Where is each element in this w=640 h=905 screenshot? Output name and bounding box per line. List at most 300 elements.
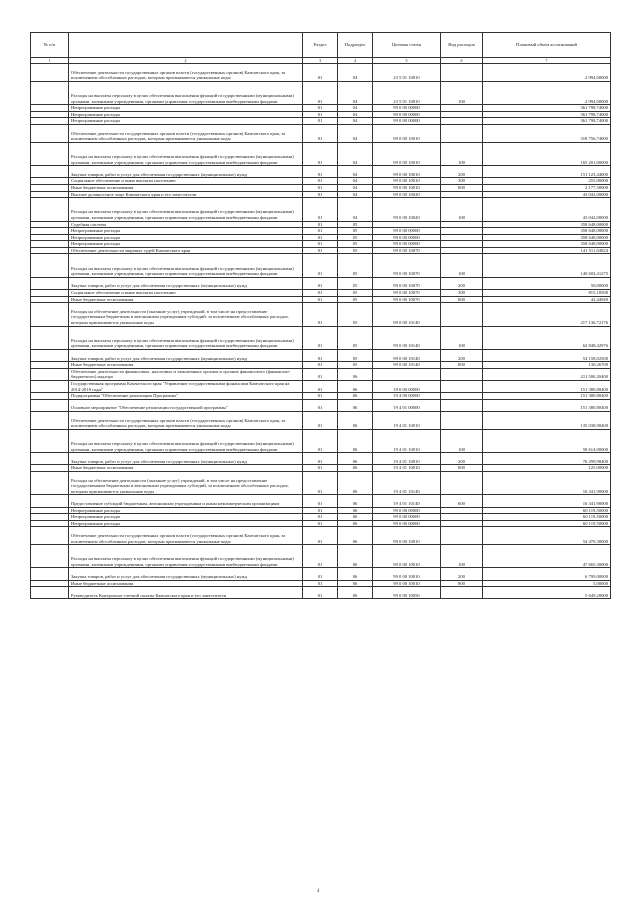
row-target-cell: 99 0 00 00000 — [373, 507, 441, 514]
row-kind-cell: 100 — [441, 142, 483, 165]
row-section-cell: 01 — [303, 381, 338, 393]
row-name-cell: Обеспечение деятельности мировых судей Камчатского края — [69, 247, 303, 254]
row-number-cell — [31, 290, 69, 297]
row-name-cell: Иные бюджетные ассигнования — [69, 362, 303, 369]
row-section-cell: 01 — [303, 296, 338, 303]
table-row — [31, 184, 611, 191]
row-target-cell: 99 0 00 10140 — [373, 303, 441, 326]
row-section-cell: 01 — [303, 228, 338, 235]
row-amount-cell: 151 123,44000 — [483, 166, 611, 178]
row-section-cell: 01 — [303, 81, 338, 104]
row-kind-cell: 200 — [441, 568, 483, 580]
row-subsection-cell: 04 — [338, 166, 373, 178]
row-amount-cell: 62 848,42976 — [483, 326, 611, 349]
row-amount-cell: 60 119,50000 — [483, 520, 611, 527]
row-section-cell: 01 — [303, 568, 338, 580]
row-amount-cell: 60 119,50000 — [483, 514, 611, 521]
column-number: 4 — [338, 58, 373, 64]
row-subsection-cell: 04 — [338, 81, 373, 104]
budget-table — [30, 32, 611, 599]
table-row — [31, 191, 611, 198]
row-subsection-cell: 04 — [338, 191, 373, 198]
row-kind-cell: 800 — [441, 362, 483, 369]
table-row — [31, 527, 611, 545]
row-amount-cell: 255,00000 — [483, 178, 611, 185]
row-amount-cell: 135 038,90400 — [483, 411, 611, 429]
row-kind-cell — [441, 520, 483, 527]
row-name-cell: Обеспечение деятельности государственных органов власти (государственных органов) Камчатского края, за исключением обособленных расходов, которым присваиваются уникальные коды — [69, 411, 303, 429]
row-number-cell — [31, 514, 69, 521]
row-amount-cell: 6 799,00000 — [483, 568, 611, 580]
row-target-cell: 19 4 00 00000 — [373, 393, 441, 400]
row-target-cell: 99 0 00 10070 — [373, 277, 441, 289]
row-kind-cell — [441, 303, 483, 326]
row-section-cell: 01 — [303, 362, 338, 369]
row-amount-cell: 16 341,90000 — [483, 471, 611, 494]
table-row — [31, 520, 611, 527]
table-row — [31, 111, 611, 118]
row-target-cell: 99 0 00 00000 — [373, 514, 441, 521]
row-subsection-cell: 06 — [338, 568, 373, 580]
row-number-cell — [31, 507, 69, 514]
row-number-cell — [31, 465, 69, 472]
row-kind-cell: 300 — [441, 178, 483, 185]
row-subsection-cell: 05 — [338, 277, 373, 289]
row-kind-cell: 800 — [441, 465, 483, 472]
row-amount-cell: 58 614,00000 — [483, 429, 611, 452]
row-subsection-cell: 06 — [338, 411, 373, 429]
row-section-cell: 01 — [303, 507, 338, 514]
row-name-cell: Закупка товаров, работ и услуг для обеспечения государственных (муниципальных) нужд — [69, 568, 303, 580]
row-name-cell: Социальное обеспечение и иные выплаты населению — [69, 290, 303, 297]
row-number-cell — [31, 381, 69, 393]
row-section-cell: 01 — [303, 429, 338, 452]
row-kind-cell — [441, 399, 483, 411]
row-target-cell: 99 0 00 10070 — [373, 290, 441, 297]
row-kind-cell: 200 — [441, 166, 483, 178]
row-amount-cell: 217 136,72176 — [483, 303, 611, 326]
row-name-cell: Высшее должностное лицо Камчатского края и его заместители — [69, 191, 303, 198]
row-subsection-cell: 06 — [338, 514, 373, 521]
row-number-cell — [31, 568, 69, 580]
row-number-cell — [31, 254, 69, 277]
table-row — [31, 362, 611, 369]
row-number-cell — [31, 105, 69, 112]
row-number-cell — [31, 411, 69, 429]
row-target-cell: 23 5 01 10010 — [373, 64, 441, 82]
table-row — [31, 277, 611, 289]
row-section-cell: 01 — [303, 111, 338, 118]
table-row — [31, 545, 611, 568]
row-section-cell: 01 — [303, 527, 338, 545]
row-target-cell: 99 0 00 10070 — [373, 247, 441, 254]
row-kind-cell: 100 — [441, 429, 483, 452]
row-target-cell: 19 0 00 00000 — [373, 381, 441, 393]
table-row — [31, 568, 611, 580]
row-target-cell: 99 0 00 10010 — [373, 580, 441, 587]
table-row — [31, 178, 611, 185]
row-kind-cell — [441, 471, 483, 494]
row-amount-cell: 5 649,20000 — [483, 587, 611, 599]
column-number: 7 — [483, 58, 611, 64]
row-subsection-cell: 06 — [338, 399, 373, 411]
row-kind-cell — [441, 191, 483, 198]
row-name-cell: Расходы на обеспечение деятельности (оказание услуг) учреждений, в том числе на предоставление государственным бюджетным и автономным учреждениям субсидий, за исключением обособленных расходов, которым присваиваются уникальные коды — [69, 471, 303, 494]
row-subsection-cell: 04 — [338, 184, 373, 191]
row-name-cell: Расходы на выплаты персоналу в целях обеспечения выполнения функций государственными (муниципальными) органами, казенными учреждениями, органами управления государственными внебюджетными фондами — [69, 198, 303, 221]
row-number-cell — [31, 429, 69, 452]
row-subsection-cell: 04 — [338, 111, 373, 118]
row-section-cell: 01 — [303, 105, 338, 112]
row-kind-cell: 800 — [441, 296, 483, 303]
row-section-cell: 01 — [303, 393, 338, 400]
row-target-cell: 19 4 01 10010 — [373, 429, 441, 452]
header-subsection: Подраздел — [338, 33, 373, 58]
row-name-cell: Расходы на выплаты персоналу в целях обеспечения выполнения функций государственными (муниципальными) органами, казенными учреждениями, органами управления государственными внебюджетными фондами — [69, 81, 303, 104]
row-target-cell: 99 0 00 10020 — [373, 191, 441, 198]
row-amount-cell: 47 665,30000 — [483, 545, 611, 568]
row-section-cell: 01 — [303, 124, 338, 142]
row-amount-cell: 361 798,74000 — [483, 105, 611, 112]
row-subsection-cell: 06 — [338, 520, 373, 527]
row-subsection-cell: 05 — [338, 254, 373, 277]
row-subsection-cell: 06 — [338, 507, 373, 514]
row-kind-cell — [441, 527, 483, 545]
row-amount-cell: 2 177,30000 — [483, 184, 611, 191]
row-section-cell: 01 — [303, 221, 338, 228]
row-name-cell: Расходы на выплаты персоналу в целях обеспечения выполнения функций государственными (муниципальными) органами, казенными учреждениями, органами управления государственными внебюджетными фондами — [69, 142, 303, 165]
row-target-cell — [373, 368, 441, 380]
row-target-cell: 99 0 00 10010 — [373, 178, 441, 185]
row-kind-cell: 200 — [441, 277, 483, 289]
table-row — [31, 514, 611, 521]
row-section-cell: 01 — [303, 453, 338, 465]
row-subsection-cell: 04 — [338, 105, 373, 112]
row-subsection-cell: 06 — [338, 453, 373, 465]
row-section-cell: 01 — [303, 142, 338, 165]
row-amount-cell: 151 380,80400 — [483, 399, 611, 411]
table-row — [31, 81, 611, 104]
table-row — [31, 124, 611, 142]
row-target-cell: 99 0 00 00000 — [373, 241, 441, 248]
table-row — [31, 350, 611, 362]
row-number-cell — [31, 64, 69, 82]
row-subsection-cell: 04 — [338, 64, 373, 82]
row-number-cell — [31, 142, 69, 165]
row-kind-cell — [441, 221, 483, 228]
table-row — [31, 507, 611, 514]
table-row — [31, 221, 611, 228]
row-kind-cell: 300 — [441, 290, 483, 297]
row-amount-cell: 361 798,74000 — [483, 118, 611, 125]
row-section-cell: 01 — [303, 520, 338, 527]
row-number-cell — [31, 178, 69, 185]
row-name-cell: Иные бюджетные ассигнования — [69, 580, 303, 587]
table-row — [31, 105, 611, 112]
row-target-cell: 99 0 00 00000 — [373, 234, 441, 241]
row-amount-cell: 151 380,80400 — [483, 393, 611, 400]
row-amount-cell: 125,00000 — [483, 465, 611, 472]
row-number-cell — [31, 495, 69, 507]
row-name-cell: Государственная программа Камчатского края "Управление государственными финансами Камчатского края на 2014-2018 годы" — [69, 381, 303, 393]
row-target-cell: 99 0 00 10070 — [373, 296, 441, 303]
row-amount-cell: 76 299,90400 — [483, 453, 611, 465]
row-name-cell: Закупка товаров, работ и услуг для обеспечения государственных (муниципальных) нужд — [69, 350, 303, 362]
row-kind-cell — [441, 234, 483, 241]
row-name-cell: Обеспечение деятельности финансовых, налоговых и таможенных органов и органов финансового (финансово-бюджетного) надзора — [69, 368, 303, 380]
row-number-cell — [31, 362, 69, 369]
row-number-cell — [31, 545, 69, 568]
row-kind-cell — [441, 393, 483, 400]
row-kind-cell: 100 — [441, 81, 483, 104]
row-target-cell: 19 4 01 10140 — [373, 495, 441, 507]
row-target-cell: 99 0 00 10140 — [373, 362, 441, 369]
row-name-cell: Обеспечение деятельности государственных органов власти (государственных органов) Камчатского края, за исключением обособленных расходов, которым присваиваются уникальные коды — [69, 124, 303, 142]
row-section-cell: 01 — [303, 118, 338, 125]
table-row — [31, 241, 611, 248]
budget-table-sheet — [30, 32, 610, 599]
row-amount-cell: 361 798,74000 — [483, 111, 611, 118]
row-target-cell: 99 0 00 10140 — [373, 350, 441, 362]
row-amount-cell: 165 201,00000 — [483, 142, 611, 165]
row-subsection-cell: 05 — [338, 234, 373, 241]
row-section-cell: 01 — [303, 514, 338, 521]
row-kind-cell — [441, 507, 483, 514]
row-subsection-cell: 06 — [338, 527, 373, 545]
row-section-cell: 01 — [303, 545, 338, 568]
row-subsection-cell: 05 — [338, 296, 373, 303]
row-number-cell — [31, 124, 69, 142]
row-subsection-cell: 04 — [338, 198, 373, 221]
row-section-cell: 01 — [303, 587, 338, 599]
row-subsection-cell: 05 — [338, 247, 373, 254]
row-amount-cell: 54 158,02500 — [483, 350, 611, 362]
row-number-cell — [31, 111, 69, 118]
row-section-cell: 01 — [303, 399, 338, 411]
table-row — [31, 368, 611, 380]
row-subsection-cell: 05 — [338, 290, 373, 297]
row-target-cell: 19 4 01 10010 — [373, 411, 441, 429]
row-subsection-cell: 06 — [338, 495, 373, 507]
row-target-cell: 99 0 00 10020 — [373, 198, 441, 221]
row-section-cell: 01 — [303, 411, 338, 429]
column-number: 3 — [303, 58, 338, 64]
row-name-cell: Расходы на выплаты персоналу в целях обеспечения выполнения функций государственными (муниципальными) органами, казенными учреждениями, органами управления государственными внебюджетными фондами — [69, 545, 303, 568]
row-section-cell: 01 — [303, 495, 338, 507]
row-section-cell: 01 — [303, 64, 338, 82]
row-amount-cell: 358 648,00000 — [483, 228, 611, 235]
row-target-cell: 99 0 00 10010 — [373, 184, 441, 191]
row-amount-cell: 358 648,00000 — [483, 221, 611, 228]
row-number-cell — [31, 326, 69, 349]
column-number: 1 — [31, 58, 69, 64]
row-name-cell: Обеспечение деятельности государственных органов власти (государственных органов) Камчатского края, за исключением обособленных расходов, которым присваиваются уникальные коды — [69, 527, 303, 545]
row-subsection-cell: 06 — [338, 587, 373, 599]
row-section-cell: 01 — [303, 350, 338, 362]
row-section-cell: 01 — [303, 303, 338, 326]
row-target-cell: 99 0 00 10010 — [373, 527, 441, 545]
row-subsection-cell: 05 — [338, 362, 373, 369]
row-subsection-cell: 05 — [338, 350, 373, 362]
row-target-cell: 99 0 00 10010 — [373, 545, 441, 568]
row-name-cell: Непрограммные расходы — [69, 111, 303, 118]
page-number: 4 — [317, 889, 320, 894]
row-kind-cell — [441, 381, 483, 393]
row-amount-cell: 43 042,00000 — [483, 191, 611, 198]
row-subsection-cell: 05 — [338, 221, 373, 228]
row-number-cell — [31, 303, 69, 326]
row-name-cell: Непрограммные расходы — [69, 118, 303, 125]
row-number-cell — [31, 81, 69, 104]
row-amount-cell: 42,44949 — [483, 296, 611, 303]
row-subsection-cell: 05 — [338, 303, 373, 326]
row-subsection-cell: 04 — [338, 178, 373, 185]
row-amount-cell: 151 380,80400 — [483, 381, 611, 393]
row-section-cell: 01 — [303, 368, 338, 380]
row-kind-cell: 100 — [441, 545, 483, 568]
row-name-cell: Непрограммные расходы — [69, 105, 303, 112]
row-amount-cell: 2 994,00000 — [483, 64, 611, 82]
row-amount-cell: 815,18500 — [483, 290, 611, 297]
row-amount-cell: 50,00000 — [483, 277, 611, 289]
row-number-cell — [31, 247, 69, 254]
row-name-cell: Иные бюджетные ассигнования — [69, 184, 303, 191]
row-name-cell: Обеспечение деятельности государственных органов власти (государственных органов) Камчатского края, за исключением обособленных расходов, которым присваиваются уникальные коды — [69, 64, 303, 82]
row-name-cell: Непрограммные расходы — [69, 241, 303, 248]
row-kind-cell: 100 — [441, 326, 483, 349]
row-name-cell: Подпрограмма "Обеспечение реализации Программы" — [69, 393, 303, 400]
row-number-cell — [31, 471, 69, 494]
row-section-cell: 01 — [303, 254, 338, 277]
row-number-cell — [31, 191, 69, 198]
header-section: Раздел — [303, 33, 338, 58]
table-row — [31, 399, 611, 411]
table-row — [31, 587, 611, 599]
row-name-cell: Закупка товаров, работ и услуг для обеспечения государственных (муниципальных) нужд — [69, 166, 303, 178]
row-name-cell: Судебная система — [69, 221, 303, 228]
table-row — [31, 198, 611, 221]
row-name-cell: Закупка товаров, работ и услуг для обеспечения государственных (муниципальных) нужд — [69, 453, 303, 465]
row-target-cell: 99 0 00 10050 — [373, 587, 441, 599]
table-header-row — [31, 33, 611, 58]
row-name-cell: Закупка товаров, работ и услуг для обеспечения государственных (муниципальных) нужд — [69, 277, 303, 289]
table-row — [31, 228, 611, 235]
column-number: 6 — [441, 58, 483, 64]
table-row — [31, 254, 611, 277]
row-target-cell: 99 0 00 10010 — [373, 142, 441, 165]
row-target-cell: 19 4 01 10140 — [373, 471, 441, 494]
row-kind-cell — [441, 124, 483, 142]
row-section-cell: 01 — [303, 241, 338, 248]
row-amount-cell: 130,26700 — [483, 362, 611, 369]
row-name-cell: Предоставление субсидий бюджетным, автономным учреждениям и иным некоммерческим организациям — [69, 495, 303, 507]
row-subsection-cell: 05 — [338, 241, 373, 248]
row-kind-cell — [441, 587, 483, 599]
table-row — [31, 465, 611, 472]
row-amount-cell: 16 341,90000 — [483, 495, 611, 507]
table-row — [31, 303, 611, 326]
row-target-cell: 99 0 00 00000 — [373, 228, 441, 235]
row-amount-cell: 54 470,30000 — [483, 527, 611, 545]
row-section-cell: 01 — [303, 471, 338, 494]
row-subsection-cell: 06 — [338, 368, 373, 380]
row-number-cell — [31, 234, 69, 241]
row-subsection-cell: 06 — [338, 580, 373, 587]
table-row — [31, 296, 611, 303]
row-kind-cell: 800 — [441, 184, 483, 191]
table-row — [31, 453, 611, 465]
row-subsection-cell: 06 — [338, 381, 373, 393]
table-row — [31, 247, 611, 254]
row-name-cell: Расходы на выплаты персоналу в целях обеспечения выполнения функций государственными (муниципальными) органами, казенными учреждениями, органами управления государственными внебюджетными фондами — [69, 429, 303, 452]
row-target-cell: 99 0 00 10010 — [373, 124, 441, 142]
row-target-cell: 99 0 00 10070 — [373, 254, 441, 277]
row-kind-cell — [441, 105, 483, 112]
row-number-cell — [31, 277, 69, 289]
row-amount-cell: 2 994,00000 — [483, 81, 611, 104]
row-number-cell — [31, 228, 69, 235]
row-number-cell — [31, 520, 69, 527]
table-row — [31, 142, 611, 165]
row-target-cell: 23 5 01 10010 — [373, 81, 441, 104]
row-target-cell: 99 0 00 00000 — [373, 111, 441, 118]
row-kind-cell: 100 — [441, 254, 483, 277]
row-name-cell: Непрограммные расходы — [69, 228, 303, 235]
row-kind-cell — [441, 514, 483, 521]
row-number-cell — [31, 350, 69, 362]
row-number-cell — [31, 587, 69, 599]
row-amount-cell: 358 648,00000 — [483, 234, 611, 241]
row-target-cell: 99 0 00 10010 — [373, 166, 441, 178]
row-name-cell: Иные бюджетные ассигнования — [69, 296, 303, 303]
table-row — [31, 580, 611, 587]
row-amount-cell: 358 648,00000 — [483, 241, 611, 248]
table-body — [31, 64, 611, 599]
row-name-cell: Социальное обеспечение и иные выплаты населению — [69, 178, 303, 185]
row-number-cell — [31, 184, 69, 191]
row-name-cell: Расходы на выплаты персоналу в целях обеспечения выполнения функций государственными (муниципальными) органами, казенными учреждениями, органами управления государственными внебюджетными фондами — [69, 254, 303, 277]
row-subsection-cell: 06 — [338, 545, 373, 568]
row-section-cell: 01 — [303, 166, 338, 178]
row-number-cell — [31, 580, 69, 587]
header-kind: Вид расходов — [441, 33, 483, 58]
row-subsection-cell: 05 — [338, 326, 373, 349]
row-subsection-cell: 06 — [338, 393, 373, 400]
row-number-cell — [31, 453, 69, 465]
row-number-cell — [31, 296, 69, 303]
table-row — [31, 411, 611, 429]
row-kind-cell: 800 — [441, 580, 483, 587]
table-row — [31, 495, 611, 507]
row-number-cell — [31, 198, 69, 221]
row-kind-cell — [441, 368, 483, 380]
row-subsection-cell: 06 — [338, 429, 373, 452]
header-name — [69, 33, 303, 58]
row-number-cell — [31, 241, 69, 248]
row-section-cell: 01 — [303, 191, 338, 198]
row-target-cell: 99 0 00 10010 — [373, 568, 441, 580]
table-row — [31, 326, 611, 349]
row-section-cell: 01 — [303, 277, 338, 289]
row-section-cell: 01 — [303, 178, 338, 185]
row-amount-cell: 318 756,74000 — [483, 124, 611, 142]
row-number-cell — [31, 399, 69, 411]
row-kind-cell: 200 — [441, 350, 483, 362]
row-name-cell: Расходы на обеспечение деятельности (оказание услуг) учреждений, в том числе на предоставление государственным бюджетным и автономным учреждениям субсидий, за исключением обособленных расходов, которым присваиваются уникальные коды — [69, 303, 303, 326]
row-target-cell: 99 0 00 00000 — [373, 105, 441, 112]
row-section-cell: 01 — [303, 198, 338, 221]
row-target-cell: 19 4 01 10010 — [373, 453, 441, 465]
